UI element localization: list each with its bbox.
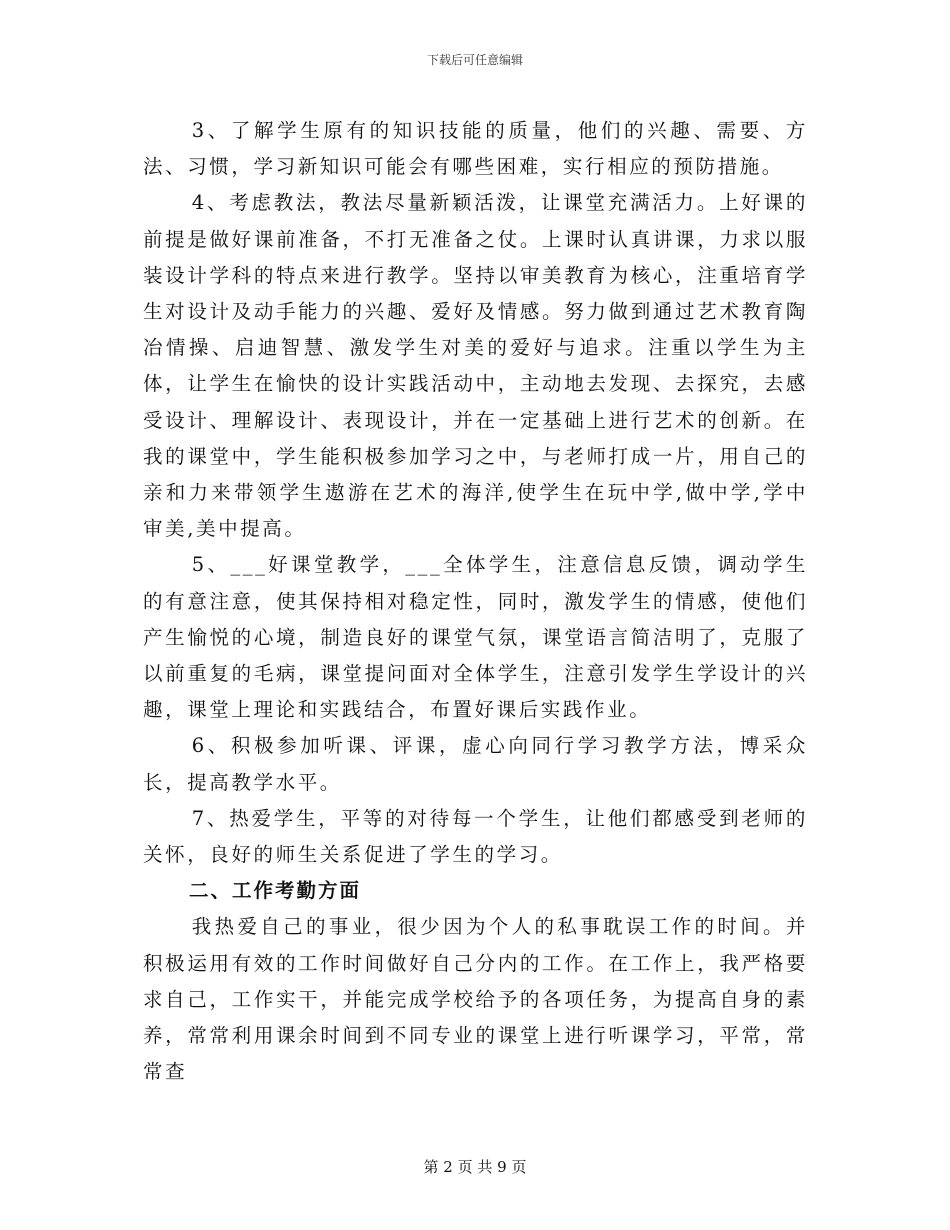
section-heading-attendance: 二、工作考勤方面 xyxy=(189,879,362,903)
paragraph-item-6: 6、积极参加听课、评课，虚心向同行学习教学方法，博采众长，提高教学水平。 xyxy=(143,734,808,794)
paragraph-attendance: 我热爱自己的事业，很少因为个人的私事耽误工作的时间。并积极运用有效的工作时间做好自己分内的工作。在工作上，我严格要求自己，工作实干，并能完成学校给予的各项任务，为提高自身的素养，常常利用课余时间到不同专业的课堂上进行听课学习，平常，常常查 xyxy=(143,915,808,1084)
paragraph-item-4: 4、考虑教法，教法尽量新颖活泼，让课堂充满活力。上好课的前提是做好课前准备，不打无准备之仗。上课时认真讲课，力求以服装设计学科的特点来进行教学。坚持以审美教育为核心，注重培育学生对设计及动手能力的兴趣、爱好及情感。努力做到通过艺术教育陶冶情操、启迪智慧、激发学生对美的爱好与追求。注重以学生为主体，让学生在愉快的设计实践活动中，主动地去发现、去探究，去感受设计、理解设计、表现设计，并在一定基础上进行艺术的创新。在我的课堂中，学生能积极参加学习之中，与老师打成一片，用自己的亲和力来带领学生遨游在艺术的海洋,使学生在玩中学,做中学,学中审美,美中提高。 xyxy=(143,191,808,541)
paragraph-item-7: 7、热爱学生，平等的对待每一个学生，让他们都感受到老师的关怀，良好的师生关系促进了学生的学习。 xyxy=(143,806,808,867)
paragraph-item-5: 5、___好课堂教学，___全体学生，注意信息反馈，调动学生的有意注意，使其保持相对稳定性，同时，激发学生的情感，使他们产生愉悦的心境，制造良好的课堂气氛，课堂语言简洁明了，克服了以前重复的毛病，课堂提问面对全体学生，注意引发学生学设计的兴趣，课堂上理论和实践结合，布置好课后实践作业。 xyxy=(143,553,808,722)
page-header: 下载后可任意编辑 xyxy=(426,53,523,67)
document-body xyxy=(143,113,808,1090)
page-number: 第 2 页 共 9 页 xyxy=(423,1158,527,1176)
paragraph-item-3: 3、了解学生原有的知识技能的质量，他们的兴趣、需要、方法、习惯，学习新知识可能会有哪些困难，实行相应的预防措施。 xyxy=(143,119,808,179)
